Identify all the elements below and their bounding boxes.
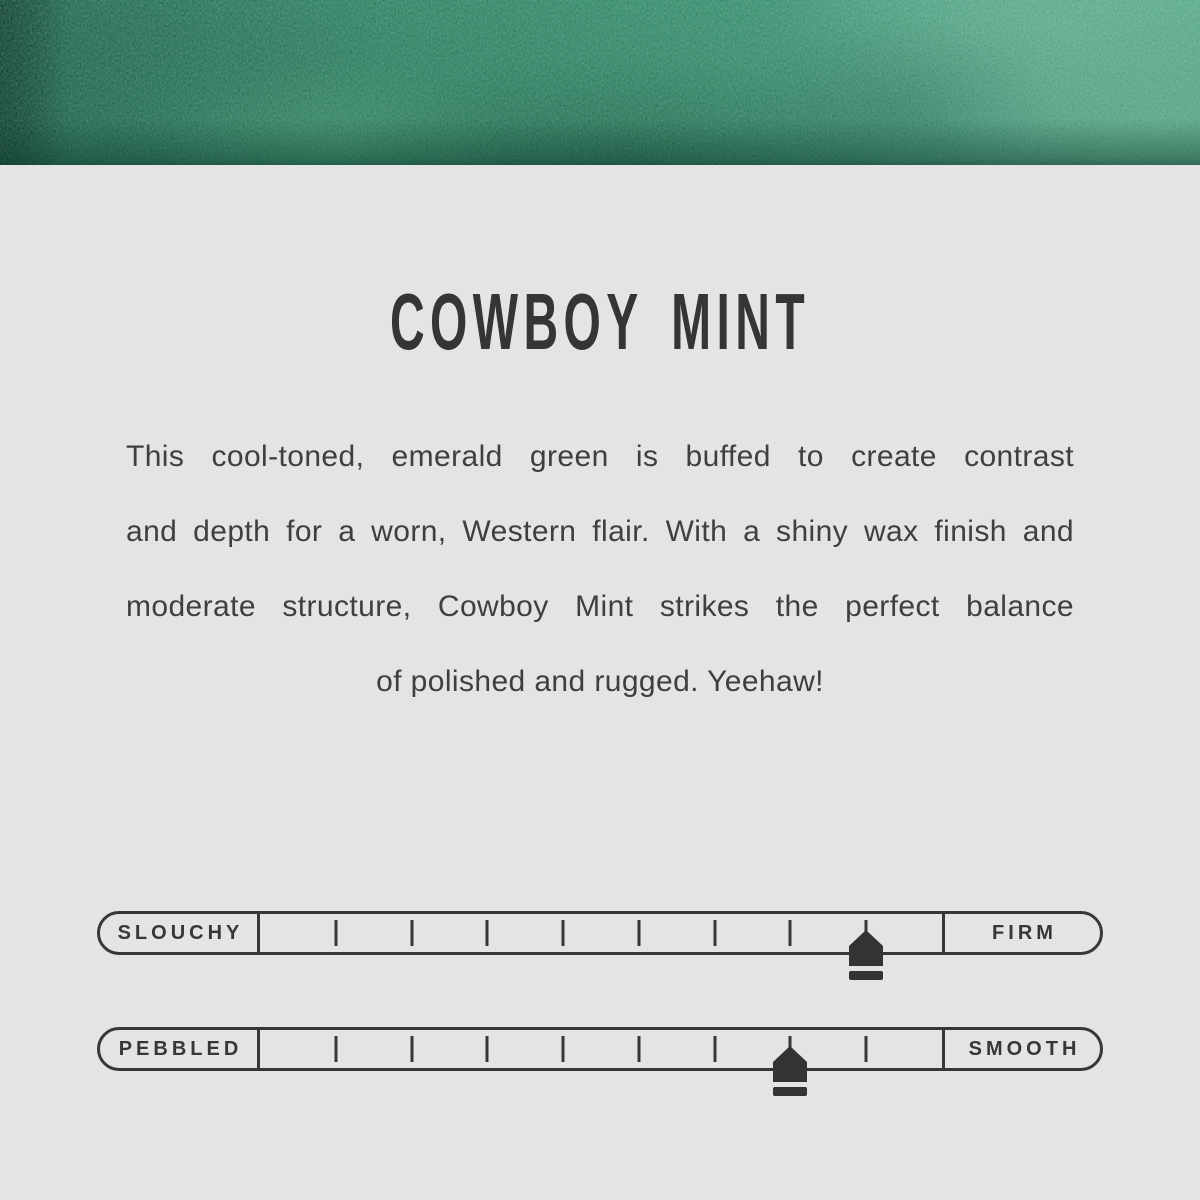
scale-tick bbox=[637, 1036, 640, 1062]
scale-marker bbox=[848, 930, 884, 980]
description-line: and depth for a worn, Western flair. With a shiny wax finish and bbox=[126, 515, 1074, 548]
scale-marker bbox=[772, 1046, 808, 1096]
scale-track bbox=[260, 1030, 942, 1068]
scale-tick bbox=[410, 1036, 413, 1062]
description-line: moderate structure, Cowboy Mint strikes the perfect balance bbox=[126, 590, 1074, 623]
scale-min-label: PEBBLED bbox=[118, 1037, 243, 1060]
attribute-scales bbox=[97, 911, 1103, 1071]
page-title: COWBOY MINT bbox=[389, 277, 811, 366]
scale-track bbox=[260, 914, 942, 952]
description-line: This cool-toned, emerald green is buffed to create contrast bbox=[126, 440, 1074, 473]
scale-tick bbox=[637, 920, 640, 946]
scale-tick bbox=[865, 1036, 868, 1062]
color-description bbox=[126, 419, 1074, 719]
scale-tick bbox=[486, 1036, 489, 1062]
texture-scale bbox=[97, 1027, 1103, 1071]
scale-tick bbox=[486, 920, 489, 946]
scale-tick bbox=[334, 1036, 337, 1062]
scale-right-cell bbox=[942, 1030, 1100, 1068]
scale-tick bbox=[789, 920, 792, 946]
scale-tick bbox=[562, 920, 565, 946]
scale-max-label: SMOOTH bbox=[968, 1037, 1081, 1060]
scale-tick bbox=[713, 920, 716, 946]
scale-tick bbox=[410, 920, 413, 946]
scale-right-cell bbox=[942, 914, 1100, 952]
scale-tick bbox=[713, 1036, 716, 1062]
leather-swatch-image bbox=[0, 0, 1200, 165]
scale-min-label: SLOUCHY bbox=[117, 921, 244, 944]
scale-max-label: FIRM bbox=[992, 921, 1057, 944]
leather-texture-graphic bbox=[0, 0, 1200, 165]
description-line: of polished and rugged. Yeehaw! bbox=[376, 665, 824, 698]
scale-left-cell bbox=[100, 1030, 260, 1068]
structure-scale bbox=[97, 911, 1103, 955]
scale-left-cell bbox=[100, 914, 260, 952]
scale-tick bbox=[334, 920, 337, 946]
scale-tick bbox=[562, 1036, 565, 1062]
